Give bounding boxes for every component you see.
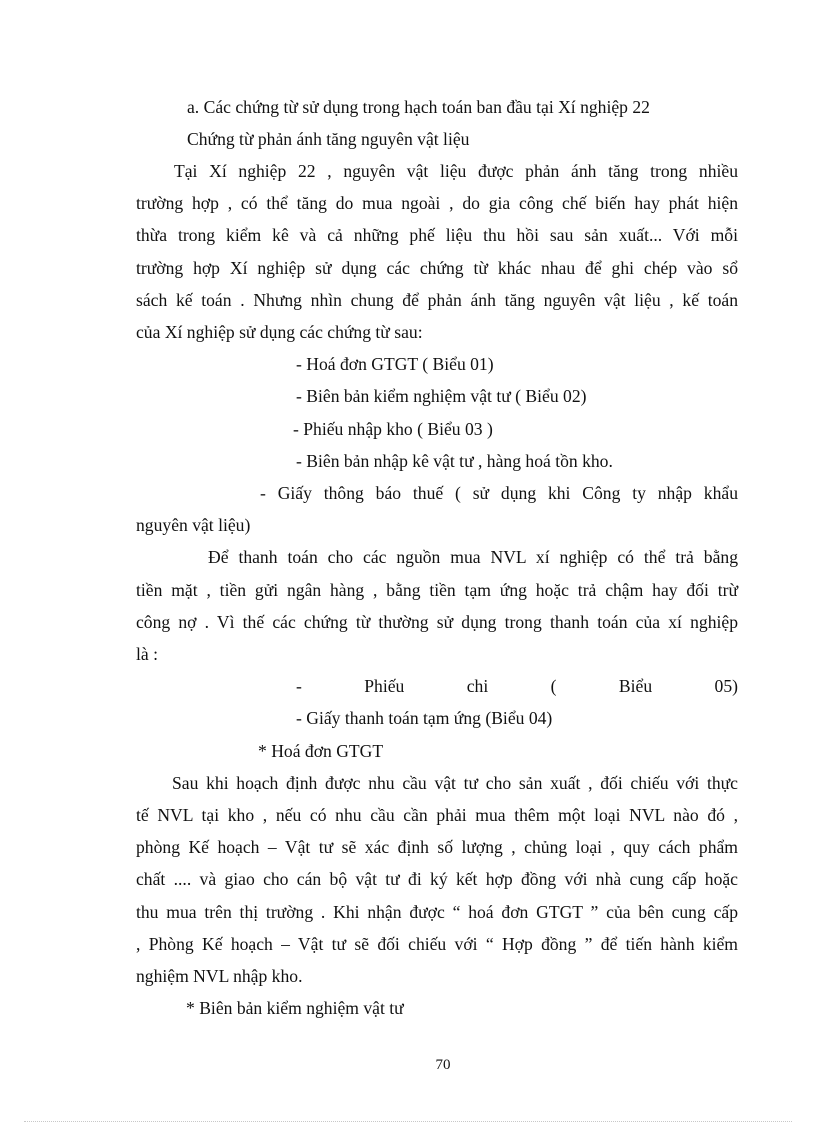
para2-line-3: công nợ . Vì thế các chứng từ thường sử dụng trong thanh toán của xí nghiệp: [136, 612, 738, 632]
para2-line-2: tiền mặt , tiền gửi ngân hàng , bằng tiền tạm ứng hoặc trả chậm hay đối trừ: [136, 580, 738, 600]
para3-line-2: tế NVL tại kho , nếu có nhu cầu cần phải mua thêm một loại NVL nào đó ,: [136, 805, 738, 825]
tax-notice-line-1: - Giấy thông báo thuế ( sử dụng khi Công ty nhập khẩu: [260, 483, 738, 503]
docs-list-item: - Biên bản nhập kê vật tư , hàng hoá tồn kho.: [296, 451, 613, 471]
subheading: Chứng từ phản ánh tăng nguyên vật liệu: [187, 129, 470, 149]
para3-line-3: phòng Kế hoạch – Vật tư sẽ xác định số lượng , chủng loại , quy cách phẩm: [136, 837, 738, 857]
inspection-heading: * Biên bản kiểm nghiệm vật tư: [186, 998, 404, 1018]
docs-list-item: - Phiếu nhập kho ( Biểu 03 ): [293, 419, 493, 439]
para1-line-1: Tại Xí nghiệp 22 , nguyên vật liệu được phản ánh tăng trong nhiều: [174, 161, 738, 181]
para3-line-1: Sau khi hoạch định được nhu cầu vật tư cho sản xuất , đối chiếu với thực: [172, 773, 738, 793]
tax-notice-line-2: nguyên vật liệu): [136, 515, 251, 535]
page-number: 70: [435, 1057, 451, 1073]
docs-list-item: - Biên bản kiểm nghiệm vật tư ( Biểu 02): [296, 386, 587, 406]
payment-list-item: - Phiếu chi ( Biểu 05): [296, 676, 738, 696]
payment-list-item: - Giấy thanh toán tạm ứng (Biểu 04): [296, 708, 553, 728]
para1-line-2: trường hợp , có thể tăng do mua ngoài , do gia công chế biến hay phát hiện: [136, 193, 738, 213]
page-bottom-divider: [24, 1121, 792, 1122]
para3-line-7: nghiệm NVL nhập kho.: [136, 966, 303, 986]
para1-line-5: sách kế toán . Nhưng nhìn chung để phản ánh tăng nguyên vật liệu , kế toán: [136, 290, 738, 310]
para2-line-4: là :: [136, 644, 158, 664]
para2-line-1: Để thanh toán cho các nguồn mua NVL xí nghiệp có thể trả bằng: [208, 547, 738, 567]
docs-list-item: - Hoá đơn GTGT ( Biểu 01): [296, 354, 494, 374]
para1-line-3: thừa trong kiểm kê và cả những phế liệu thu hồi sau sản xuất... Với mỗi: [136, 225, 738, 245]
para3-line-4: chất .... và giao cho cán bộ vật tư đi ký kết hợp đồng với nhà cung cấp hoặc: [136, 869, 738, 889]
para1-line-6: của Xí nghiệp sử dụng các chứng từ sau:: [136, 322, 423, 342]
section-heading: a. Các chứng từ sử dụng trong hạch toán ban đầu tại Xí nghiệp 22: [187, 97, 650, 117]
invoice-heading: * Hoá đơn GTGT: [258, 741, 384, 761]
para1-line-4: trường hợp Xí nghiệp sử dụng các chứng từ khác nhau để ghi chép vào sổ: [136, 258, 738, 278]
para3-line-5: thu mua trên thị trường . Khi nhận được “ hoá đơn GTGT ” của bên cung cấp: [136, 902, 738, 922]
para3-line-6: , Phòng Kế hoạch – Vật tư sẽ đối chiếu với “ Hợp đồng ” để tiến hành kiểm: [136, 934, 738, 954]
